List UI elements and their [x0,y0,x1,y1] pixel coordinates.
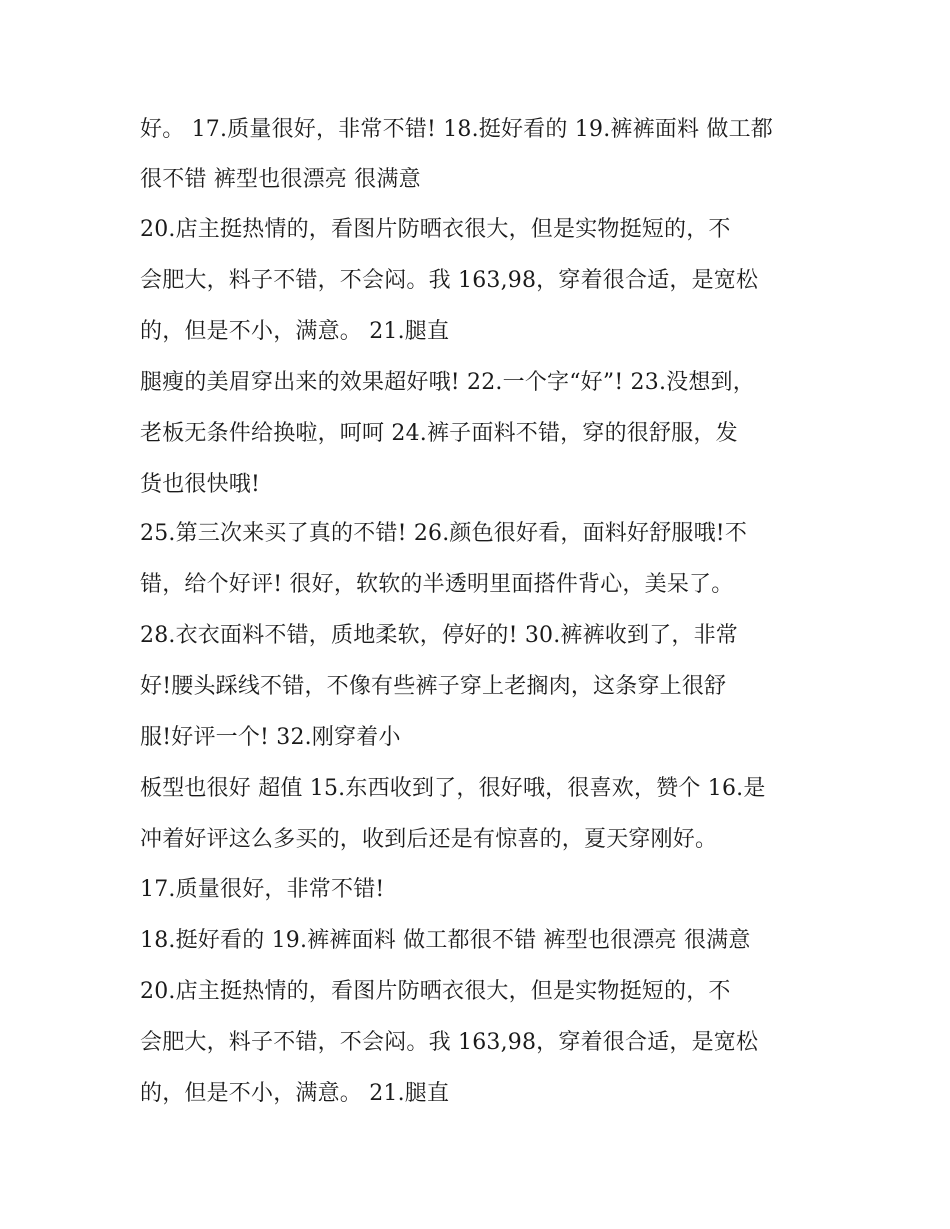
text-line: 冲着好评这么多买的，收到后还是有惊喜的，夏天穿刚好。 [140,827,718,852]
text-line: 货也很快哦! [140,472,261,497]
text-line: 腿瘦的美眉穿出来的效果超好哦! 22.一个字“好”! 23.没想到， [140,370,755,395]
text-line: 错，给个好评! 很好，软软的半透明里面搭件背心，美呆了。 [140,572,734,597]
text-line: 25.第三次来买了真的不错! 26.颜色很好看，面料好舒服哦!不 [140,521,748,546]
text-line: 会肥大，料子不错，不会闷。我 163,98，穿着很合适，是宽松 [140,1030,759,1055]
text-line: 18.挺好看的 19.裤裤面料 做工都很不错 裤型也很漂亮 很满意 [140,928,751,953]
text-line: 板型也很好 超值 15.东西收到了，很好哦，很喜欢，赞个 16.是 [140,776,766,801]
text-line: 很不错 裤型也很漂亮 很满意 [140,167,421,192]
text-line: 老板无条件给换啦，呵呵 24.裤子面料不错，穿的很舒服，发 [140,421,738,446]
text-line: 的，但是不小，满意。 21.腿直 [140,319,450,344]
text-line: 服!好评一个! 32.刚穿着小 [140,725,401,750]
text-line: 20.店主挺热情的，看图片防晒衣很大，但是实物挺短的，不 [140,217,731,242]
text-line: 好。 17.质量很好，非常不错! 18.挺好看的 19.裤裤面料 做工都 [140,117,773,142]
text-line: 17.质量很好，非常不错! [140,877,385,902]
text-line: 的，但是不小，满意。 21.腿直 [140,1081,450,1106]
text-line: 28.衣衣面料不错，质地柔软，停好的! 30.裤裤收到了，非常 [140,623,739,648]
text-line: 20.店主挺热情的，看图片防晒衣很大，但是实物挺短的，不 [140,979,731,1004]
text-line: 会肥大，料子不错，不会闷。我 163,98，穿着很合适，是宽松 [140,268,759,293]
text-line: 好!腰头踩线不错，不像有些裤子穿上老搁肉，这条穿上很舒 [140,674,727,699]
